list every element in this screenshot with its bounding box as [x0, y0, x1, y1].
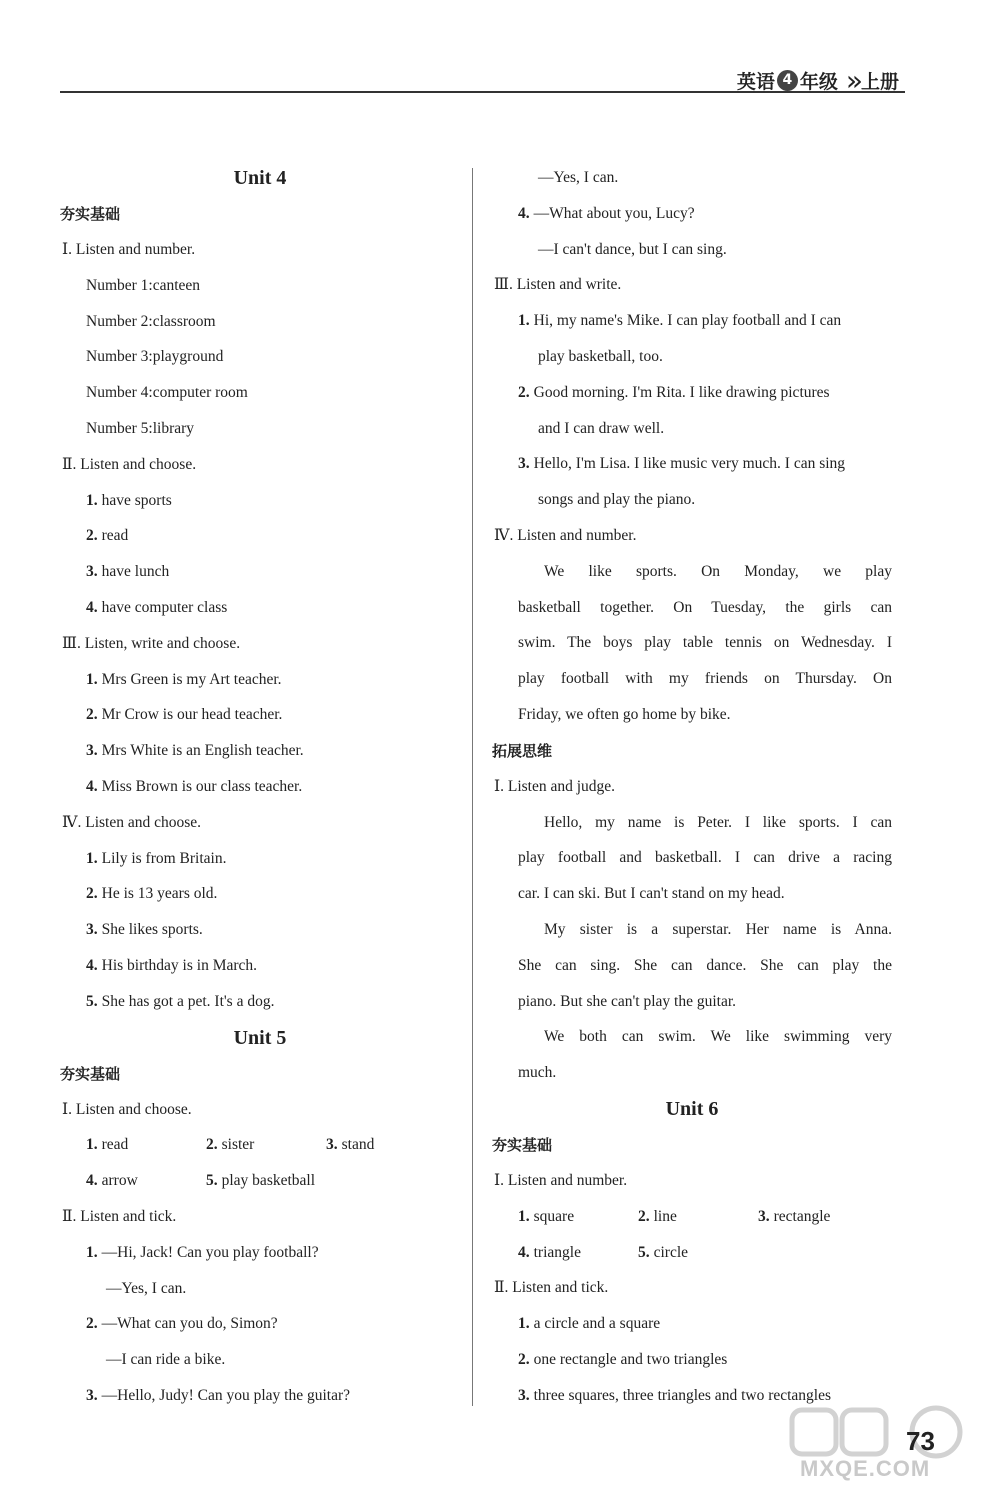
exercise-heading: Ⅲ. Listen, write and choose. [62, 634, 241, 652]
paragraph-line: Hello, my name is Peter. I like sports. I can [544, 813, 892, 831]
answer-line: 4. —What about you, Lucy? [518, 204, 695, 222]
answer-row: 4. arrow 5. play basketball [86, 1172, 316, 1190]
answer-line: —Yes, I can. [106, 1279, 187, 1297]
paragraph-line: We both can swim. We like swimming very [544, 1028, 892, 1046]
answer-line: songs and play the piano. [538, 491, 696, 509]
header-grade: 年级 [799, 71, 838, 93]
unit-5-title: Unit 5 [233, 1026, 287, 1049]
answer-line: 3. She likes sports. [86, 921, 203, 939]
answer-row: 1. square 2. line 3. rectangle [518, 1207, 831, 1225]
double-chevron-icon: » [845, 64, 857, 97]
answer-line: 2. read [86, 527, 129, 545]
answer-line: 1. have sports [86, 491, 172, 509]
answer-line: 5. She has got a pet. It's a dog. [86, 992, 275, 1010]
answer-line: 2. —What can you do, Simon? [86, 1315, 278, 1333]
exercise-heading: Ⅰ. Listen and choose. [62, 1100, 192, 1118]
unit-4-title: Unit 4 [233, 167, 287, 189]
watermark-text: MXQE.COM [800, 1456, 931, 1481]
header-volume: 上册 [860, 71, 899, 93]
exercise-heading: Ⅰ. Listen and judge. [494, 777, 616, 795]
answer-line: —Yes, I can. [538, 169, 619, 186]
exercise-heading: Ⅳ. Listen and number. [494, 526, 637, 544]
left-column [60, 160, 460, 1414]
exercise-heading: Ⅲ. Listen and write. [494, 276, 622, 294]
unit-6-title: Unit 6 [665, 1097, 719, 1120]
answer-row: 1. read 2. sister 3. stand [86, 1136, 375, 1154]
answer-line: —I can't dance, but I can sing. [538, 240, 727, 258]
exercise-heading: Ⅱ. Listen and tick. [62, 1207, 177, 1225]
paragraph-line: piano. But she can't play the guitar. [518, 992, 737, 1010]
answer-line: 3. Hello, I'm Lisa. I like music very much. I can sing [518, 455, 846, 473]
answer-line: 1. Mrs Green is my Art teacher. [86, 670, 282, 688]
answer-line: 3. Mrs White is an English teacher. [86, 742, 304, 760]
section-heading: 拓展思维 [492, 741, 553, 760]
section-heading: 夯实基础 [492, 1135, 553, 1154]
answer-line: 4. His birthday is in March. [86, 956, 258, 974]
answer-line: 2. Mr Crow is our head teacher. [86, 706, 283, 724]
paragraph-line: car. I can ski. But I can't stand on my head. [518, 885, 785, 903]
exercise-heading: Ⅳ. Listen and choose. [62, 813, 202, 831]
answer-line: 2. one rectangle and two triangles [518, 1350, 728, 1368]
exercise-heading: Ⅱ. Listen and tick. [494, 1279, 609, 1297]
answer-line: Number 5:library [86, 419, 195, 437]
paragraph-line: basketball together. On Tuesday, the girls can [518, 598, 892, 616]
answer-line: Number 2:classroom [86, 312, 216, 330]
right-column [492, 160, 892, 1414]
header-rule [60, 91, 905, 93]
exercise-heading: Ⅰ. Listen and number. [62, 241, 196, 258]
answer-line: Number 3:playground [86, 348, 224, 366]
answer-line: 4. have computer class [86, 598, 228, 616]
answer-line: 1. a circle and a square [518, 1315, 661, 1333]
answer-line: Number 4:computer room [86, 384, 248, 402]
paragraph-line: Friday, we often go home by bike. [518, 705, 731, 723]
answer-line: and I can draw well. [538, 419, 665, 437]
paragraph-line: play football and basketball. I can drive a racing [518, 849, 892, 867]
answer-row: 4. triangle 5. circle [518, 1243, 689, 1261]
answer-line: 3. —Hello, Judy! Can you play the guitar? [86, 1386, 351, 1404]
page-header [60, 62, 905, 96]
paragraph-line: My sister is a superstar. Her name is Anna. [544, 920, 892, 938]
exercise-heading: Ⅱ. Listen and choose. [62, 455, 197, 473]
section-heading: 夯实基础 [60, 205, 121, 223]
answer-line: 2. He is 13 years old. [86, 885, 218, 903]
paragraph-line: swim. The boys play table tennis on Wednesday. I [518, 634, 892, 652]
paragraph-line: She can sing. She can dance. She can play the [518, 956, 892, 974]
answer-line: Number 1:canteen [86, 276, 201, 294]
column-divider [472, 168, 473, 1406]
paragraph-line: play football with my friends on Thursday. On [518, 670, 892, 688]
answer-line: 3. three squares, three triangles and two rectangles [518, 1386, 832, 1404]
answer-line: 2. Good morning. I'm Rita. I like drawing pictures [518, 383, 830, 401]
section-heading: 夯实基础 [60, 1064, 121, 1083]
answer-line: 3. have lunch [86, 563, 170, 581]
header-subject: 英语 [736, 71, 775, 93]
paragraph-line: much. [518, 1064, 557, 1082]
grade-number-badge: 4 [777, 70, 798, 91]
answer-line: 4. Miss Brown is our class teacher. [86, 777, 303, 795]
answer-line: 1. —Hi, Jack! Can you play football? [86, 1243, 319, 1261]
answer-line: 1. Lily is from Britain. [86, 849, 227, 867]
answer-line: 1. Hi, my name's Mike. I can play football and I can [518, 312, 842, 330]
exercise-heading: Ⅰ. Listen and number. [494, 1171, 628, 1189]
answer-line: play basketball, too. [538, 347, 663, 365]
paragraph-line: We like sports. On Monday, we play [544, 562, 892, 580]
page-number: 73 [906, 1426, 935, 1456]
answer-line: —I can ride a bike. [106, 1351, 226, 1369]
